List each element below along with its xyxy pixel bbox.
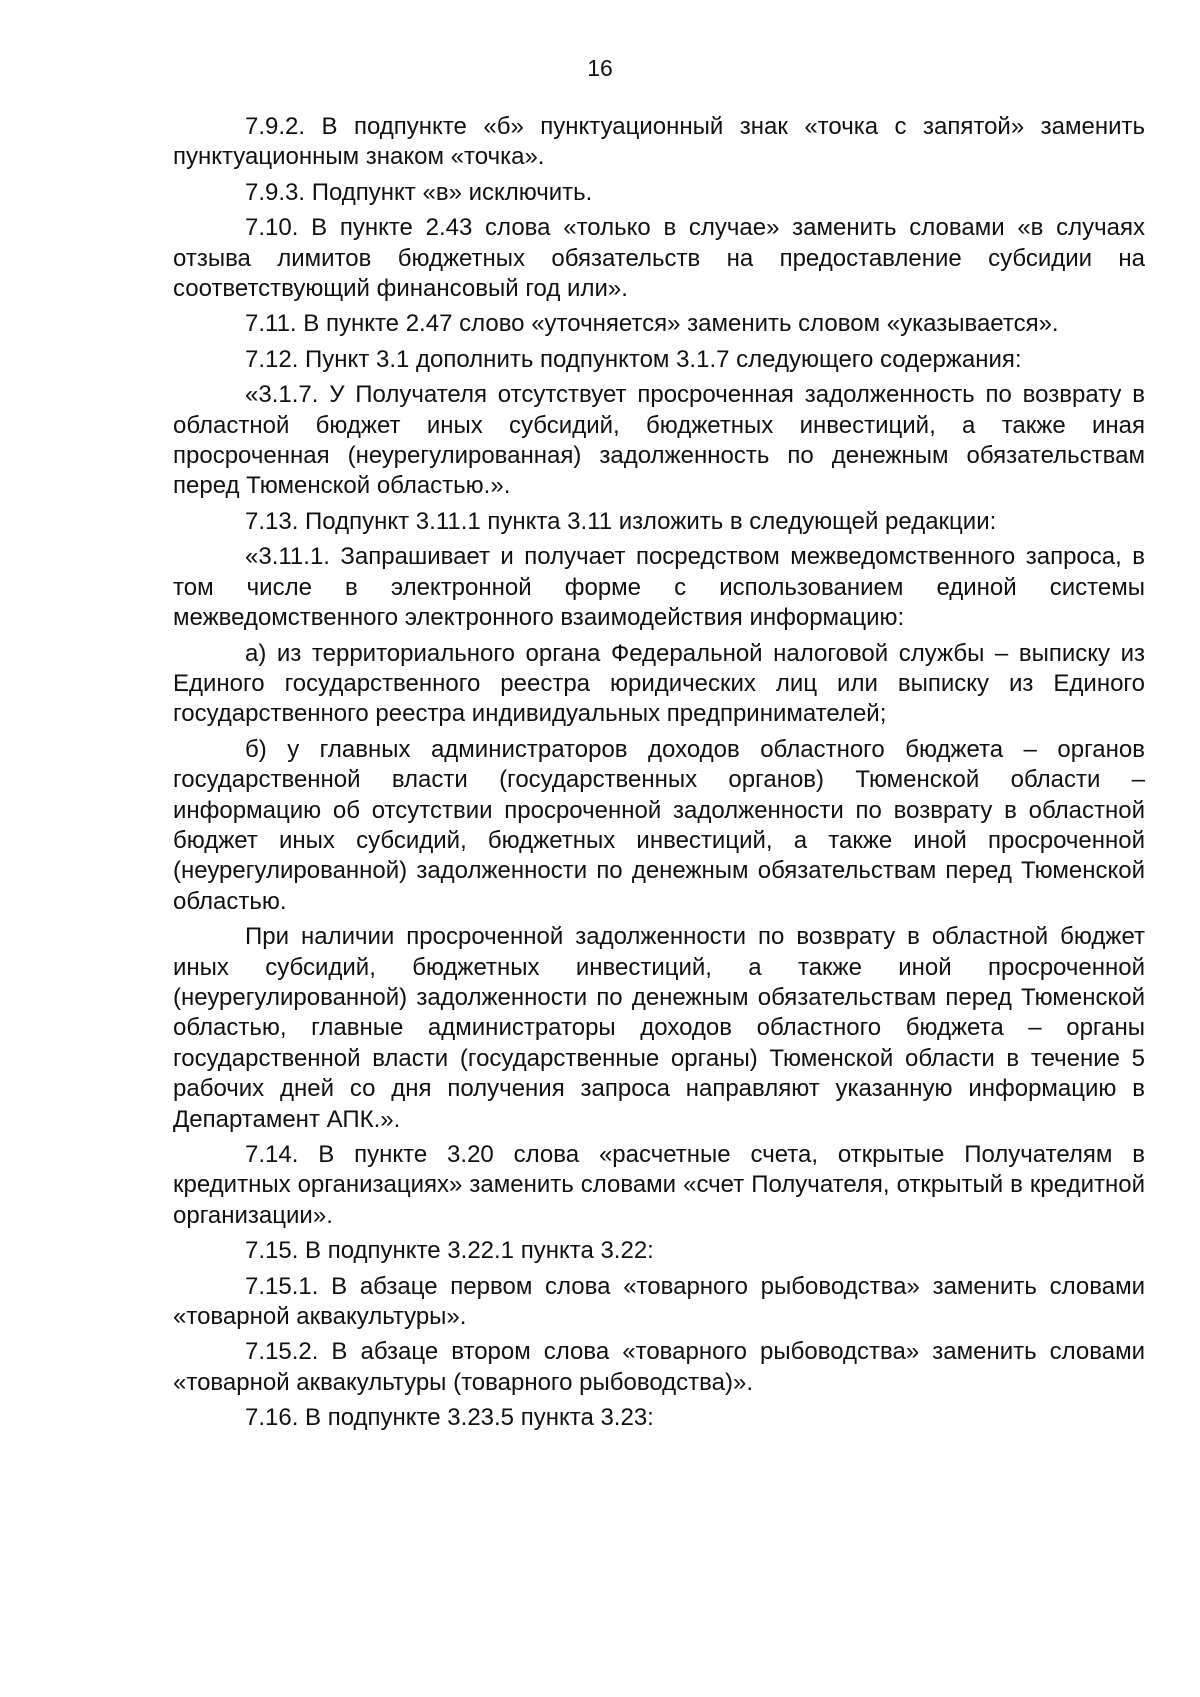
paragraph-3-1-7-quote: «3.1.7. У Получателя отсутствует просроченная задолженность по возврату в областной бюджет иных субсидий, бюджетных инвестиций, а также иная просроченная (неурегулированная) задолженность по денежным обязательствам перед Тюменской областью.». xyxy=(173,381,1145,500)
paragraph-item-a: а) из территориального органа Федеральной налоговой службы – выписку из Единого государственного реестра юридических лиц или выписку из Единого государственного реестра индивидуальных предпринимателей; xyxy=(173,639,1145,728)
paragraph-7-15: 7.15. В подпункте 3.22.1 пункта 3.22: xyxy=(245,1237,654,1265)
page-number: 16 xyxy=(587,55,613,81)
paragraph-item-b: б) у главных администраторов доходов областного бюджета – органов государственной власти (государственных органов) Тюменской области – информацию об отсутствии просроченной задолженности по возврату в областной бюджет иных субсидий, бюджетных инвестиций, а также иной просроченной (неурегулированной) задолженности по денежным обязательствам перед Тюменской областью. xyxy=(173,735,1145,915)
paragraph-7-16: 7.16. В подпункте 3.23.5 пункта 3.23: xyxy=(245,1404,654,1432)
paragraph-7-15-1: 7.15.1. В абзаце первом слова «товарного рыбоводства» заменить словами «товарной аквакультуры». xyxy=(173,1272,1145,1331)
paragraph-7-13: 7.13. Подпункт 3.11.1 пункта 3.11 изложить в следующей редакции: xyxy=(245,507,997,535)
document-body xyxy=(173,112,1145,1439)
paragraph-7-15-2: 7.15.2. В абзаце втором слова «товарного рыбоводства» заменить словами «товарной аквакультуры (товарного рыбоводства)». xyxy=(173,1338,1145,1396)
paragraph-7-10: 7.10. В пункте 2.43 слова «только в случае» заменить словами «в случаях отзыва лимитов бюджетных обязательств на предоставление субсидии на соответствующий финансовый год или». xyxy=(173,214,1145,303)
paragraph-7-12: 7.12. Пункт 3.1 дополнить подпунктом 3.1.7 следующего содержания: xyxy=(245,345,1022,373)
paragraph-7-9-2: 7.9.2. В подпункте «б» пунктуационный знак «точка с запятой» заменить пунктуационным знаком «точка». xyxy=(173,113,1145,171)
paragraph-7-11: 7.11. В пункте 2.47 слово «уточняется» заменить словом «указывается». xyxy=(245,310,1059,338)
paragraph-7-9-3: 7.9.3. Подпункт «в» исключить. xyxy=(245,178,593,206)
paragraph-7-14: 7.14. В пункте 3.20 слова «расчетные счета, открытые Получателям в кредитных организациях» заменить словами «счет Получателя, открытый в кредитной организации». xyxy=(173,1141,1145,1229)
paragraph-debt-notice: При наличии просроченной задолженности по возврату в областной бюджет иных субсидий, бюджетных инвестиций, а также иной просроченной (неурегулированной) задолженности по денежным обязательствам перед Тюменской областью, главные администраторы доходов областного бюджета – органы государственной власти (государственные органы) Тюменской области в течение 5 рабочих дней со дня получения запроса направляют указанную информацию в Департамент АПК.». xyxy=(173,923,1145,1133)
paragraph-3-11-1-quote: «3.11.1. Запрашивает и получает посредством межведомственного запроса, в том числе в электронной форме с использованием единой системы межведомственного электронного взаимодействия информацию: xyxy=(173,543,1145,632)
